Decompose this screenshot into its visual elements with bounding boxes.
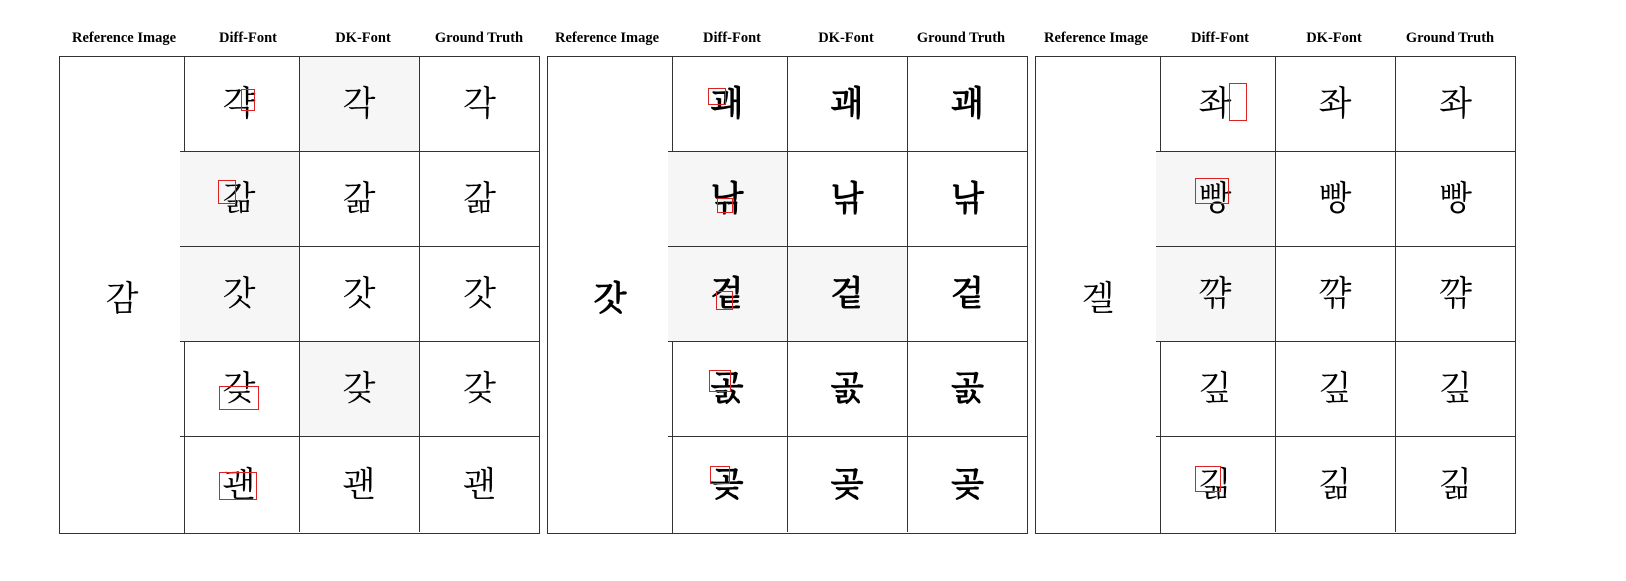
diff-font-glyph: 깊: [1198, 369, 1232, 409]
diff-font-cell: [668, 342, 788, 437]
ground-truth-glyph: 곶: [951, 464, 984, 505]
diff-font-glyph: 갹: [222, 84, 256, 124]
column-header: DK-Font: [1306, 29, 1362, 46]
error-highlight-box: [710, 466, 730, 484]
diff-font-cell: [668, 57, 788, 152]
error-highlight-box: [1229, 83, 1247, 121]
diff-font-cell: [1156, 247, 1276, 342]
diff-font-glyph: 긺: [1199, 468, 1232, 502]
ground-truth-glyph: 각: [463, 84, 496, 124]
dk-font-cell: [300, 152, 420, 247]
dk-font-cell: [1276, 152, 1396, 247]
ground-truth-cell: [420, 247, 540, 342]
dk-font-glyph: 꺆: [1318, 274, 1352, 314]
dk-font-cell: [788, 342, 908, 437]
ground-truth-cell: [908, 342, 1028, 437]
diff-font-glyph: 갊: [223, 182, 256, 216]
reference-image-cell: [548, 57, 673, 533]
diff-font-glyph: 갓: [222, 274, 256, 314]
diff-font-cell: [180, 437, 300, 532]
dk-font-glyph: 괘: [830, 84, 864, 124]
diff-font-cell: [668, 247, 788, 342]
ground-truth-cell: [1396, 247, 1516, 342]
diff-font-cell: [180, 152, 300, 247]
diff-font-glyph: 곶: [710, 464, 744, 505]
ground-truth-glyph: 긺: [1439, 464, 1472, 505]
diff-font-cell: [180, 342, 300, 437]
ground-truth-glyph: 갊: [463, 179, 496, 219]
comparison-table: [547, 56, 1028, 534]
error-highlight-box: [716, 291, 733, 310]
dk-font-glyph: 좌: [1318, 84, 1352, 124]
column-header: Reference Image: [555, 29, 659, 46]
dk-font-cell: [300, 342, 420, 437]
ground-truth-cell: [1396, 342, 1516, 437]
ground-truth-cell: [1396, 57, 1516, 152]
error-highlight-box: [219, 386, 259, 410]
ground-truth-glyph: 좌: [1439, 84, 1472, 124]
dk-font-cell: [1276, 247, 1396, 342]
diff-font-glyph: 겉: [710, 274, 744, 314]
ground-truth-cell: [1396, 152, 1516, 247]
ground-truth-glyph: 꺆: [1439, 274, 1472, 314]
ground-truth-cell: [420, 437, 540, 532]
comparison-table: [59, 56, 540, 534]
dk-font-cell: [1276, 342, 1396, 437]
column-header: Reference Image: [72, 29, 176, 46]
error-highlight-box: [709, 370, 731, 392]
ground-truth-glyph: 괜: [463, 464, 496, 505]
reference-glyph: 감: [105, 278, 139, 319]
dk-font-glyph: 곬: [830, 369, 864, 409]
dk-font-glyph: 갓: [342, 274, 376, 314]
diff-font-glyph: 좌: [1199, 87, 1232, 121]
column-header: Reference Image: [1044, 29, 1148, 46]
dk-font-glyph: 갖: [342, 369, 376, 409]
diff-font-cell: [668, 152, 788, 247]
diff-font-cell: [180, 57, 300, 152]
reference-glyph: 갓: [593, 278, 627, 319]
column-header: Ground Truth: [1405, 29, 1495, 46]
column-header: DK-Font: [335, 29, 391, 46]
diff-font-cell: [1156, 437, 1276, 532]
reference-image-cell: [1036, 57, 1161, 533]
column-header: Ground Truth: [434, 29, 524, 46]
diff-font-glyph: 곬: [710, 369, 744, 409]
ground-truth-glyph: 괘: [951, 84, 984, 124]
error-highlight-box: [219, 472, 257, 500]
ground-truth-glyph: 깊: [1439, 369, 1472, 409]
ground-truth-cell: [420, 152, 540, 247]
ground-truth-cell: [908, 57, 1028, 152]
column-header: Diff-Font: [1191, 29, 1249, 46]
error-highlight-box: [1195, 178, 1229, 204]
reference-glyph: 겔: [1081, 278, 1115, 319]
diff-font-cell: [1156, 57, 1276, 152]
ground-truth-glyph: 낚: [951, 179, 984, 219]
comparison-table: [1035, 56, 1516, 534]
dk-font-glyph: 곶: [830, 464, 864, 505]
ground-truth-cell: [1396, 437, 1516, 532]
error-highlight-box: [218, 180, 236, 204]
dk-font-cell: [300, 57, 420, 152]
ground-truth-glyph: 겉: [951, 274, 984, 314]
dk-font-cell: [788, 57, 908, 152]
column-header: Ground Truth: [916, 29, 1006, 46]
dk-font-glyph: 갊: [342, 179, 376, 219]
ground-truth-glyph: 곬: [951, 369, 984, 409]
ground-truth-glyph: 빵: [1439, 179, 1472, 219]
dk-font-cell: [1276, 437, 1396, 532]
error-highlight-box: [241, 89, 255, 111]
ground-truth-glyph: 갓: [463, 274, 496, 314]
dk-font-cell: [1276, 57, 1396, 152]
column-header: Diff-Font: [703, 29, 761, 46]
dk-font-cell: [788, 247, 908, 342]
diff-font-glyph: 빵: [1199, 182, 1232, 216]
reference-image-cell: [60, 57, 185, 533]
ground-truth-glyph: 갖: [463, 369, 496, 409]
error-highlight-box: [717, 198, 733, 213]
dk-font-cell: [300, 247, 420, 342]
dk-font-glyph: 빵: [1318, 179, 1352, 219]
ground-truth-cell: [420, 57, 540, 152]
diff-font-cell: [1156, 342, 1276, 437]
ground-truth-cell: [908, 152, 1028, 247]
dk-font-glyph: 각: [342, 84, 376, 124]
diff-font-glyph: 꺆: [1198, 274, 1232, 314]
diff-font-glyph: 낚: [710, 179, 744, 219]
diff-font-cell: [668, 437, 788, 532]
dk-font-cell: [788, 437, 908, 532]
diff-font-glyph: 괘: [711, 87, 744, 121]
dk-font-cell: [300, 437, 420, 532]
dk-font-cell: [788, 152, 908, 247]
dk-font-glyph: 겉: [830, 274, 864, 314]
ground-truth-cell: [908, 247, 1028, 342]
dk-font-glyph: 깊: [1318, 369, 1352, 409]
ground-truth-cell: [420, 342, 540, 437]
column-header: DK-Font: [818, 29, 874, 46]
diff-font-cell: [1156, 152, 1276, 247]
diff-font-glyph: 괜: [223, 468, 256, 502]
column-header: Diff-Font: [219, 29, 277, 46]
error-highlight-box: [708, 88, 726, 105]
diff-font-cell: [180, 247, 300, 342]
dk-font-glyph: 괜: [342, 464, 376, 505]
ground-truth-cell: [908, 437, 1028, 532]
error-highlight-box: [1195, 466, 1221, 492]
dk-font-glyph: 낚: [830, 179, 864, 219]
dk-font-glyph: 긺: [1318, 464, 1352, 505]
diff-font-glyph: 갖: [223, 372, 256, 406]
